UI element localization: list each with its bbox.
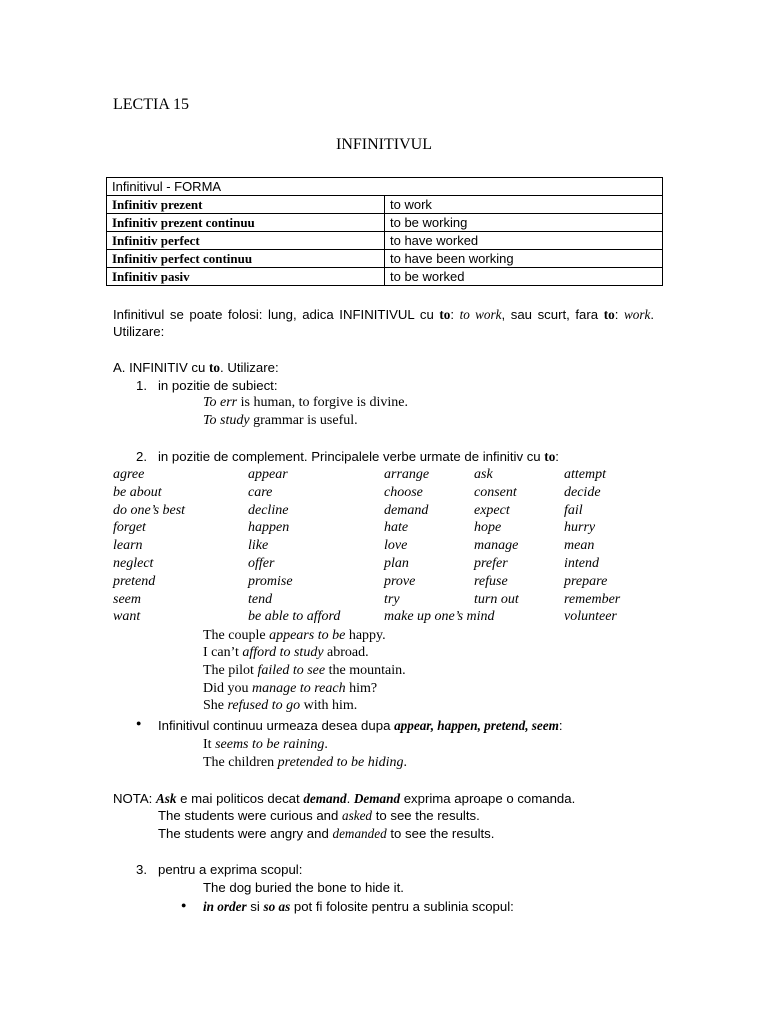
verb-item: prepare bbox=[564, 573, 608, 589]
form-example: to have been working bbox=[385, 250, 663, 268]
verb-item: demand bbox=[384, 502, 429, 518]
verb-item: hope bbox=[474, 520, 502, 536]
nota-example-text: The students were angry and bbox=[158, 826, 333, 841]
verb-item: decline bbox=[248, 502, 289, 518]
intro-bold-to: to bbox=[603, 307, 615, 322]
section-a-text: A. INFINITIV cu bbox=[113, 360, 209, 375]
bullet-1-post: : bbox=[558, 718, 563, 733]
verb-item: expect bbox=[474, 502, 510, 518]
verb-item: do one’s best bbox=[113, 502, 186, 518]
example-sentence bbox=[203, 645, 369, 661]
form-example: to work bbox=[385, 196, 663, 214]
verb-item: neglect bbox=[113, 556, 154, 571]
example-italic: pretended to be hiding bbox=[277, 755, 404, 770]
verb-item: prove bbox=[384, 573, 416, 589]
nota-example-italic: demanded bbox=[332, 826, 387, 841]
example-sentence bbox=[203, 681, 377, 697]
example-italic: afford to study bbox=[242, 645, 324, 660]
table-row bbox=[107, 232, 663, 250]
example-italic: failed to see bbox=[257, 663, 326, 678]
nota-bold-italic: Ask bbox=[155, 791, 177, 806]
nota-label: NOTA: bbox=[113, 791, 156, 806]
intro-bold-to: to bbox=[439, 307, 451, 322]
section-a-heading bbox=[113, 360, 279, 376]
form-example: to be working bbox=[385, 214, 663, 232]
form-name: Infinitiv perfect bbox=[107, 232, 385, 250]
bullet-1-pre: Infinitivul continuu urmeaza desea dupa bbox=[158, 718, 395, 733]
verb-item: care bbox=[248, 484, 273, 500]
verb-item: manage bbox=[474, 538, 519, 554]
lesson-number: LECTIA 15 bbox=[113, 96, 189, 113]
form-name: Infinitiv prezent continuu bbox=[107, 214, 385, 232]
intro-italic: work bbox=[623, 307, 651, 322]
bullet-2-text-part: si bbox=[246, 899, 264, 914]
verb-item: turn out bbox=[474, 591, 519, 607]
item-2-text-post: : bbox=[555, 449, 559, 464]
intro-text: Infinitivul se poate folosi: lung, adica INFINITIVUL cu bbox=[113, 307, 440, 322]
table-row bbox=[107, 268, 663, 286]
example-text: abroad. bbox=[323, 645, 369, 660]
example-text: It bbox=[203, 737, 216, 752]
intro-italic: to work bbox=[459, 307, 502, 322]
verb-item: volunteer bbox=[564, 609, 617, 625]
example-text: She bbox=[203, 698, 228, 713]
verb-item: remember bbox=[564, 591, 621, 607]
verb-item: decide bbox=[564, 484, 601, 500]
bullet-icon: ● bbox=[136, 718, 142, 728]
verb-item: fail bbox=[564, 502, 583, 518]
example-sentence bbox=[203, 628, 386, 644]
nota-text: e mai politicos decat bbox=[176, 791, 304, 806]
verb-item: try bbox=[384, 591, 400, 607]
example-text: grammar is useful. bbox=[249, 413, 358, 428]
item-2-text bbox=[158, 449, 559, 465]
nota-text: exprima aproape o comanda. bbox=[400, 791, 576, 806]
example-italic: manage to reach bbox=[252, 681, 346, 696]
example-text: him? bbox=[345, 681, 378, 696]
verb-item: prefer bbox=[474, 556, 508, 571]
verb-item: happen bbox=[248, 520, 290, 536]
verb-item: be able to afford bbox=[248, 609, 341, 625]
verb-item: seem bbox=[113, 591, 141, 607]
example-text: The couple bbox=[203, 628, 270, 643]
example-italic: refused to go bbox=[227, 698, 301, 713]
example-text: happy. bbox=[345, 628, 386, 643]
nota-example-italic: asked bbox=[342, 808, 373, 823]
verb-item: promise bbox=[248, 573, 293, 589]
example-text: The children bbox=[203, 755, 278, 770]
table-row bbox=[107, 250, 663, 268]
example-italic: appears to be bbox=[269, 628, 346, 643]
nota-text: . bbox=[346, 791, 354, 806]
nota-example bbox=[158, 808, 480, 824]
nota-bold-italic: demand bbox=[303, 791, 347, 806]
item-1-text: in pozitie de subiect: bbox=[158, 378, 278, 393]
bullet-2-text bbox=[203, 899, 514, 915]
bullet-2-bold-italic: in order bbox=[203, 899, 247, 914]
section-a-text: . Utilizare: bbox=[220, 360, 279, 375]
verb-item: arrange bbox=[384, 467, 430, 482]
page-title: INFINITIVUL bbox=[336, 136, 432, 153]
example-sentence bbox=[203, 395, 408, 411]
verb-item: hurry bbox=[564, 520, 596, 536]
item-3-number: 3. bbox=[136, 862, 147, 877]
verb-item: make up one’s mind bbox=[384, 609, 495, 625]
example-sentence bbox=[203, 755, 407, 771]
verb-item: agree bbox=[113, 467, 145, 482]
intro-text: , sau scurt, fara bbox=[501, 307, 604, 322]
verb-item: offer bbox=[248, 556, 275, 571]
example-italic: To err bbox=[203, 395, 238, 410]
example-text: . bbox=[403, 755, 407, 770]
verb-item: like bbox=[248, 538, 269, 554]
bullet-1-text bbox=[158, 718, 563, 734]
example-sentence bbox=[203, 737, 328, 753]
verb-item: learn bbox=[113, 538, 143, 554]
example-text: I can’t bbox=[203, 645, 243, 660]
example-text: the mountain. bbox=[325, 663, 406, 678]
verb-item: attempt bbox=[564, 467, 606, 482]
nota-example bbox=[158, 826, 494, 842]
example-sentence bbox=[203, 413, 358, 429]
example-text: . bbox=[324, 737, 328, 752]
form-name: Infinitiv prezent bbox=[107, 196, 385, 214]
item-1-number: 1. bbox=[136, 378, 147, 393]
verb-item: tend bbox=[248, 591, 273, 607]
section-a-bold: to bbox=[209, 360, 220, 375]
example-sentence: The dog buried the bone to hide it. bbox=[203, 880, 404, 895]
form-example: to be worked bbox=[385, 268, 663, 286]
intro-text: : bbox=[450, 307, 460, 322]
bullet-1-bold-italic: appear, happen, pretend, seem bbox=[394, 718, 559, 733]
intro-paragraph bbox=[113, 306, 654, 340]
example-text: with him. bbox=[300, 698, 358, 713]
bullet-icon: ● bbox=[181, 900, 187, 910]
verb-item: want bbox=[113, 609, 141, 625]
nota-example-text: to see the results. bbox=[372, 808, 480, 823]
form-name: Infinitiv perfect continuu bbox=[107, 250, 385, 268]
example-text: is human, to forgive is divine. bbox=[237, 395, 408, 410]
verb-item: plan bbox=[384, 556, 409, 571]
bullet-2-text-part: pot fi folosite pentru a sublinia scopul: bbox=[290, 899, 514, 914]
table-row bbox=[107, 196, 663, 214]
verb-item: consent bbox=[474, 484, 517, 500]
example-sentence bbox=[203, 663, 406, 679]
verb-item: ask bbox=[474, 467, 493, 482]
nota-bold-italic: Demand bbox=[353, 791, 401, 806]
verb-item: choose bbox=[384, 484, 423, 500]
item-2-bold: to bbox=[544, 449, 556, 464]
item-2-text-pre: in pozitie de complement. Principalele verbe urmate de infinitiv cu bbox=[158, 449, 545, 464]
intro-text: : bbox=[614, 307, 624, 322]
item-3-text: pentru a exprima scopul: bbox=[158, 862, 303, 877]
form-example: to have worked bbox=[385, 232, 663, 250]
example-italic: seems to be raining bbox=[215, 737, 325, 752]
intro-text: . Utilizare: bbox=[113, 307, 654, 339]
verb-item: refuse bbox=[474, 573, 508, 589]
verb-item: forget bbox=[113, 520, 146, 536]
verb-item: love bbox=[384, 538, 408, 554]
verb-item: intend bbox=[564, 556, 599, 571]
example-italic: To study bbox=[203, 413, 250, 428]
form-name: Infinitiv pasiv bbox=[107, 268, 385, 286]
forma-table bbox=[106, 177, 663, 286]
verb-item: be about bbox=[113, 484, 162, 500]
example-text: Did you bbox=[203, 681, 252, 696]
verb-item: pretend bbox=[113, 573, 156, 589]
verb-item: hate bbox=[384, 520, 409, 536]
nota-example-text: to see the results. bbox=[386, 826, 495, 841]
verb-item: mean bbox=[564, 538, 595, 554]
example-sentence bbox=[203, 698, 357, 714]
example-text: The pilot bbox=[203, 663, 258, 678]
item-2-number: 2. bbox=[136, 449, 147, 464]
bullet-2-bold-italic: so as bbox=[263, 899, 291, 914]
verb-item: appear bbox=[248, 467, 288, 482]
table-row bbox=[107, 214, 663, 232]
nota-line bbox=[113, 791, 575, 807]
table-header: Infinitivul - FORMA bbox=[107, 178, 663, 196]
nota-example-text: The students were curious and bbox=[158, 808, 342, 823]
table-header-row bbox=[107, 178, 663, 196]
